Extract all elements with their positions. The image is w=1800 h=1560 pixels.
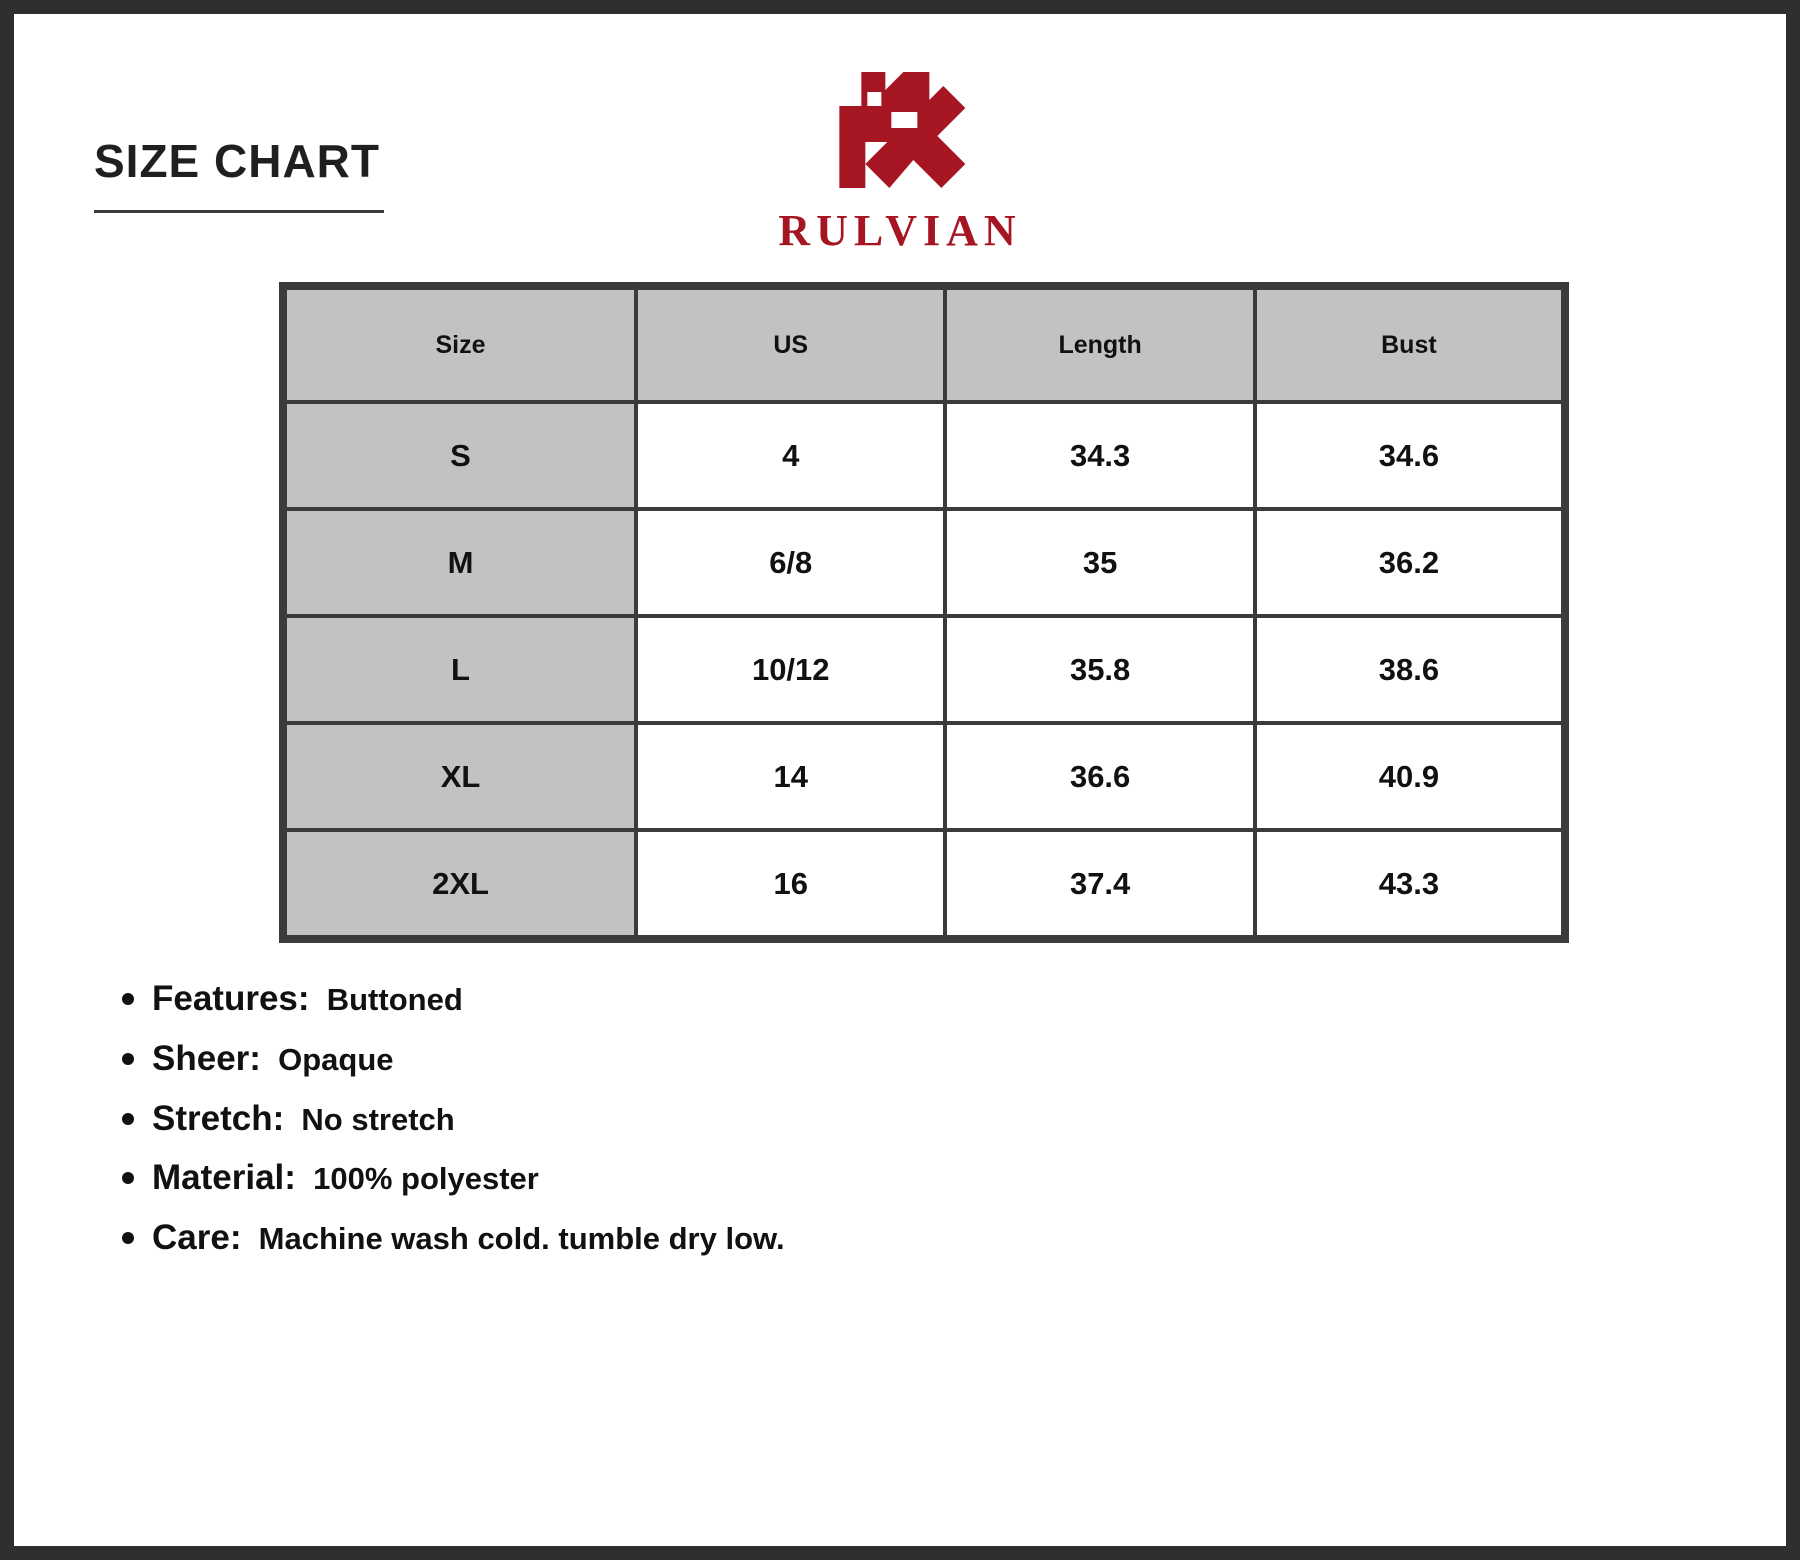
cell-bust: 40.9 [1257, 725, 1561, 828]
bullet-icon [122, 1053, 134, 1065]
cell-length: 35.8 [947, 618, 1252, 721]
detail-label: Features: [152, 979, 310, 1018]
cell-size: S [287, 404, 634, 507]
column-header-length: Length [947, 290, 1252, 400]
cell-size: XL [287, 725, 634, 828]
table-row [287, 832, 1561, 935]
brand-block [778, 66, 1021, 256]
page-content [14, 14, 1786, 1546]
bullet-icon [122, 1113, 134, 1125]
list-item [114, 1097, 1726, 1141]
cell-us: 16 [638, 832, 943, 935]
detail-value: Machine wash cold. tumble dry low. [258, 1221, 785, 1256]
product-details-list [114, 977, 1726, 1260]
cell-size: 2XL [287, 832, 634, 935]
cell-length: 35 [947, 511, 1252, 614]
list-item [114, 1216, 1726, 1260]
detail-value: Buttoned [326, 982, 463, 1017]
header [74, 54, 1726, 264]
table-row [287, 725, 1561, 828]
cell-us: 14 [638, 725, 943, 828]
cell-us: 6/8 [638, 511, 943, 614]
list-item [114, 1156, 1726, 1200]
bullet-icon [122, 1232, 134, 1244]
table-header-row [287, 290, 1561, 400]
cell-size: L [287, 618, 634, 721]
detail-value: Opaque [278, 1041, 394, 1077]
detail-value: No stretch [301, 1101, 455, 1137]
bullet-icon [122, 1172, 134, 1184]
table-row [287, 511, 1561, 614]
cell-us: 4 [638, 404, 943, 507]
cell-bust: 38.6 [1257, 618, 1561, 721]
table-row [287, 618, 1561, 721]
title-underline-divider [94, 210, 384, 213]
brand-name: RULVIAN [778, 206, 1022, 255]
table-row [287, 404, 1561, 507]
rulvian-r-monogram-icon [778, 66, 1021, 199]
detail-label: Sheer: [152, 1038, 261, 1078]
cell-size: M [287, 511, 634, 614]
cell-bust: 43.3 [1257, 832, 1561, 935]
column-header-us: US [638, 290, 943, 400]
cell-bust: 36.2 [1257, 511, 1561, 614]
cell-length: 36.6 [947, 725, 1252, 828]
size-chart-table [283, 286, 1565, 939]
list-item [114, 977, 1726, 1021]
title-block [94, 134, 384, 213]
column-header-size: Size [287, 290, 634, 400]
cell-us: 10/12 [638, 618, 943, 721]
column-header-bust: Bust [1257, 290, 1561, 400]
list-item [114, 1037, 1726, 1081]
cell-bust: 34.6 [1257, 404, 1561, 507]
cell-length: 37.4 [947, 832, 1252, 935]
page-title: SIZE CHART [94, 135, 380, 187]
detail-label: Material: [152, 1158, 296, 1198]
detail-label: Stretch: [152, 1098, 285, 1138]
detail-value: 100% polyester [313, 1161, 539, 1197]
size-table-border [279, 282, 1569, 943]
cell-length: 34.3 [947, 404, 1252, 507]
bullet-icon [122, 993, 134, 1005]
detail-label: Care: [152, 1218, 242, 1257]
size-table-wrapper [279, 282, 1569, 943]
